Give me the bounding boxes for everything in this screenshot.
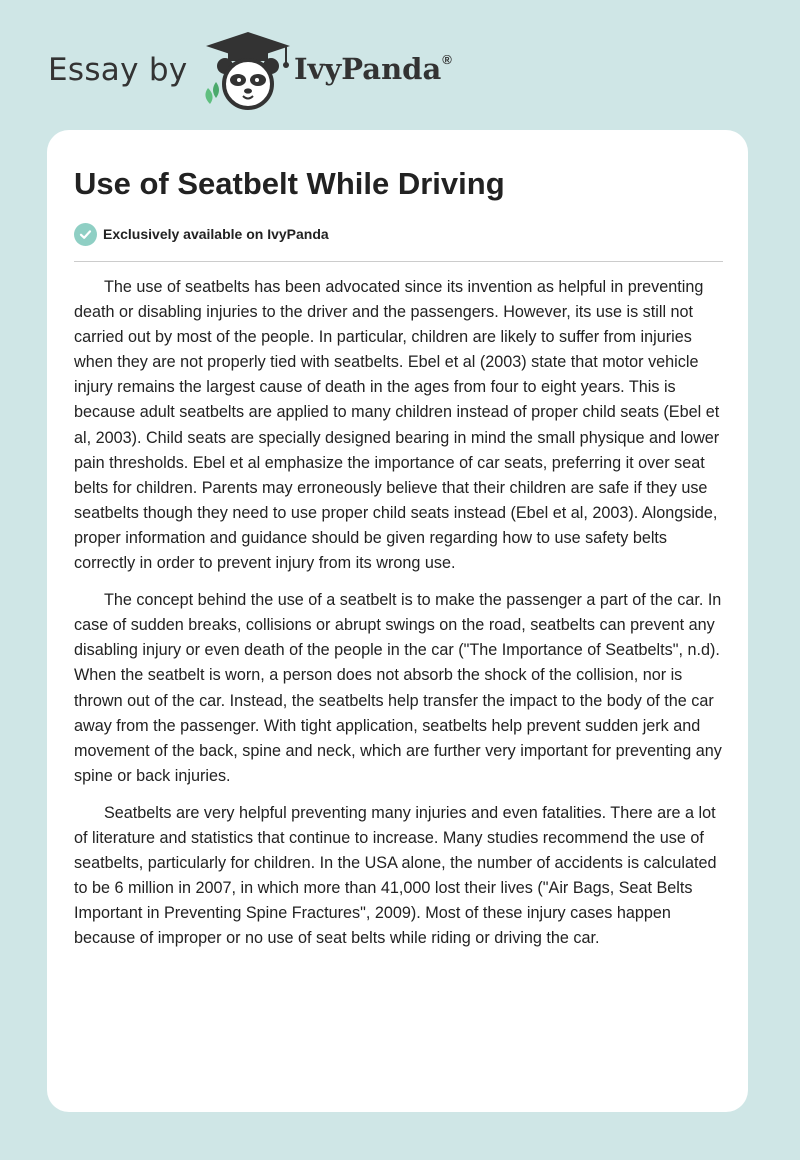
badge-label: Exclusively available on IvyPanda: [103, 226, 329, 242]
divider: [74, 261, 723, 262]
brand-header[interactable]: [48, 30, 488, 110]
panda-logo-icon: [200, 30, 296, 110]
registered-mark: ®: [442, 52, 452, 68]
essay-body: [74, 275, 726, 963]
page-title: Use of Seatbelt While Driving: [74, 166, 505, 201]
paragraph: Seatbelts are very helpful preventing many injuries and even fatalities. There are a lot of literature and statistics that continue to increase. Many studies recommend the use of seatbelts, particularly for children. In the USA alone, the number of accidents is calculated to be 6 million in 2007, in which more than 41,000 lost their lives ("Air Bags, Seat Belts Important in Preventing Spine Fractures", 2009). Most of these injury cases happen because of improper or no use of seat belts while riding or driving the car.: [74, 803, 717, 948]
paragraph: The use of seatbelts has been advocated since its invention as helpful in preventing death or disabling injuries to the driver and the passengers. However, its use is still not carried out by most of the people. In particular, children are likely to suffer from injuries when they are not properly tied with seatbelts. Ebel et al (2003) state that motor vehicle injury remains the largest cause of death in the ages from four to eight years. This is because adult seatbelts are applied to many children instead of proper child seats (Ebel et al, 2003). Child seats are specially designed bearing in mind the small physique and lower pain thresholds. Ebel et al emphasize the importance of car seats, preferring it over seat belts for children. Parents may erroneously believe that their children are safe if they use seatbelts though they need to use proper child seats instead (Ebel et al, 2003). Alongside, proper information and guidance should be given regarding how to use safety belts correctly in order to prevent injury from its wrong use.: [74, 278, 720, 573]
brand-name-text: IvyPanda: [294, 52, 442, 86]
essay-card: [47, 130, 748, 1112]
exclusive-badge: [74, 222, 329, 246]
check-circle-icon: [74, 223, 97, 246]
paragraph: The concept behind the use of a seatbelt is to make the passenger a part of the car. In case of sudden breaks, collisions or abrupt swings on the road, seatbelts can prevent any disabling injury or even death of the people in the car ("The Importance of Seatbelts", n.d). When the seatbelt is worn, a person does not absorb the shock of the collision, nor is thrown out of the car. Instead, the seatbelts help transfer the impact to the body of the car away from the passenger. With tight application, seatbelts help prevent sudden jerk and movement of the back, spine and neck, which are further very important for preventing any spine or back injuries.: [74, 591, 722, 785]
brand-prefix: Essay by: [48, 52, 188, 88]
brand-name: [294, 52, 452, 86]
